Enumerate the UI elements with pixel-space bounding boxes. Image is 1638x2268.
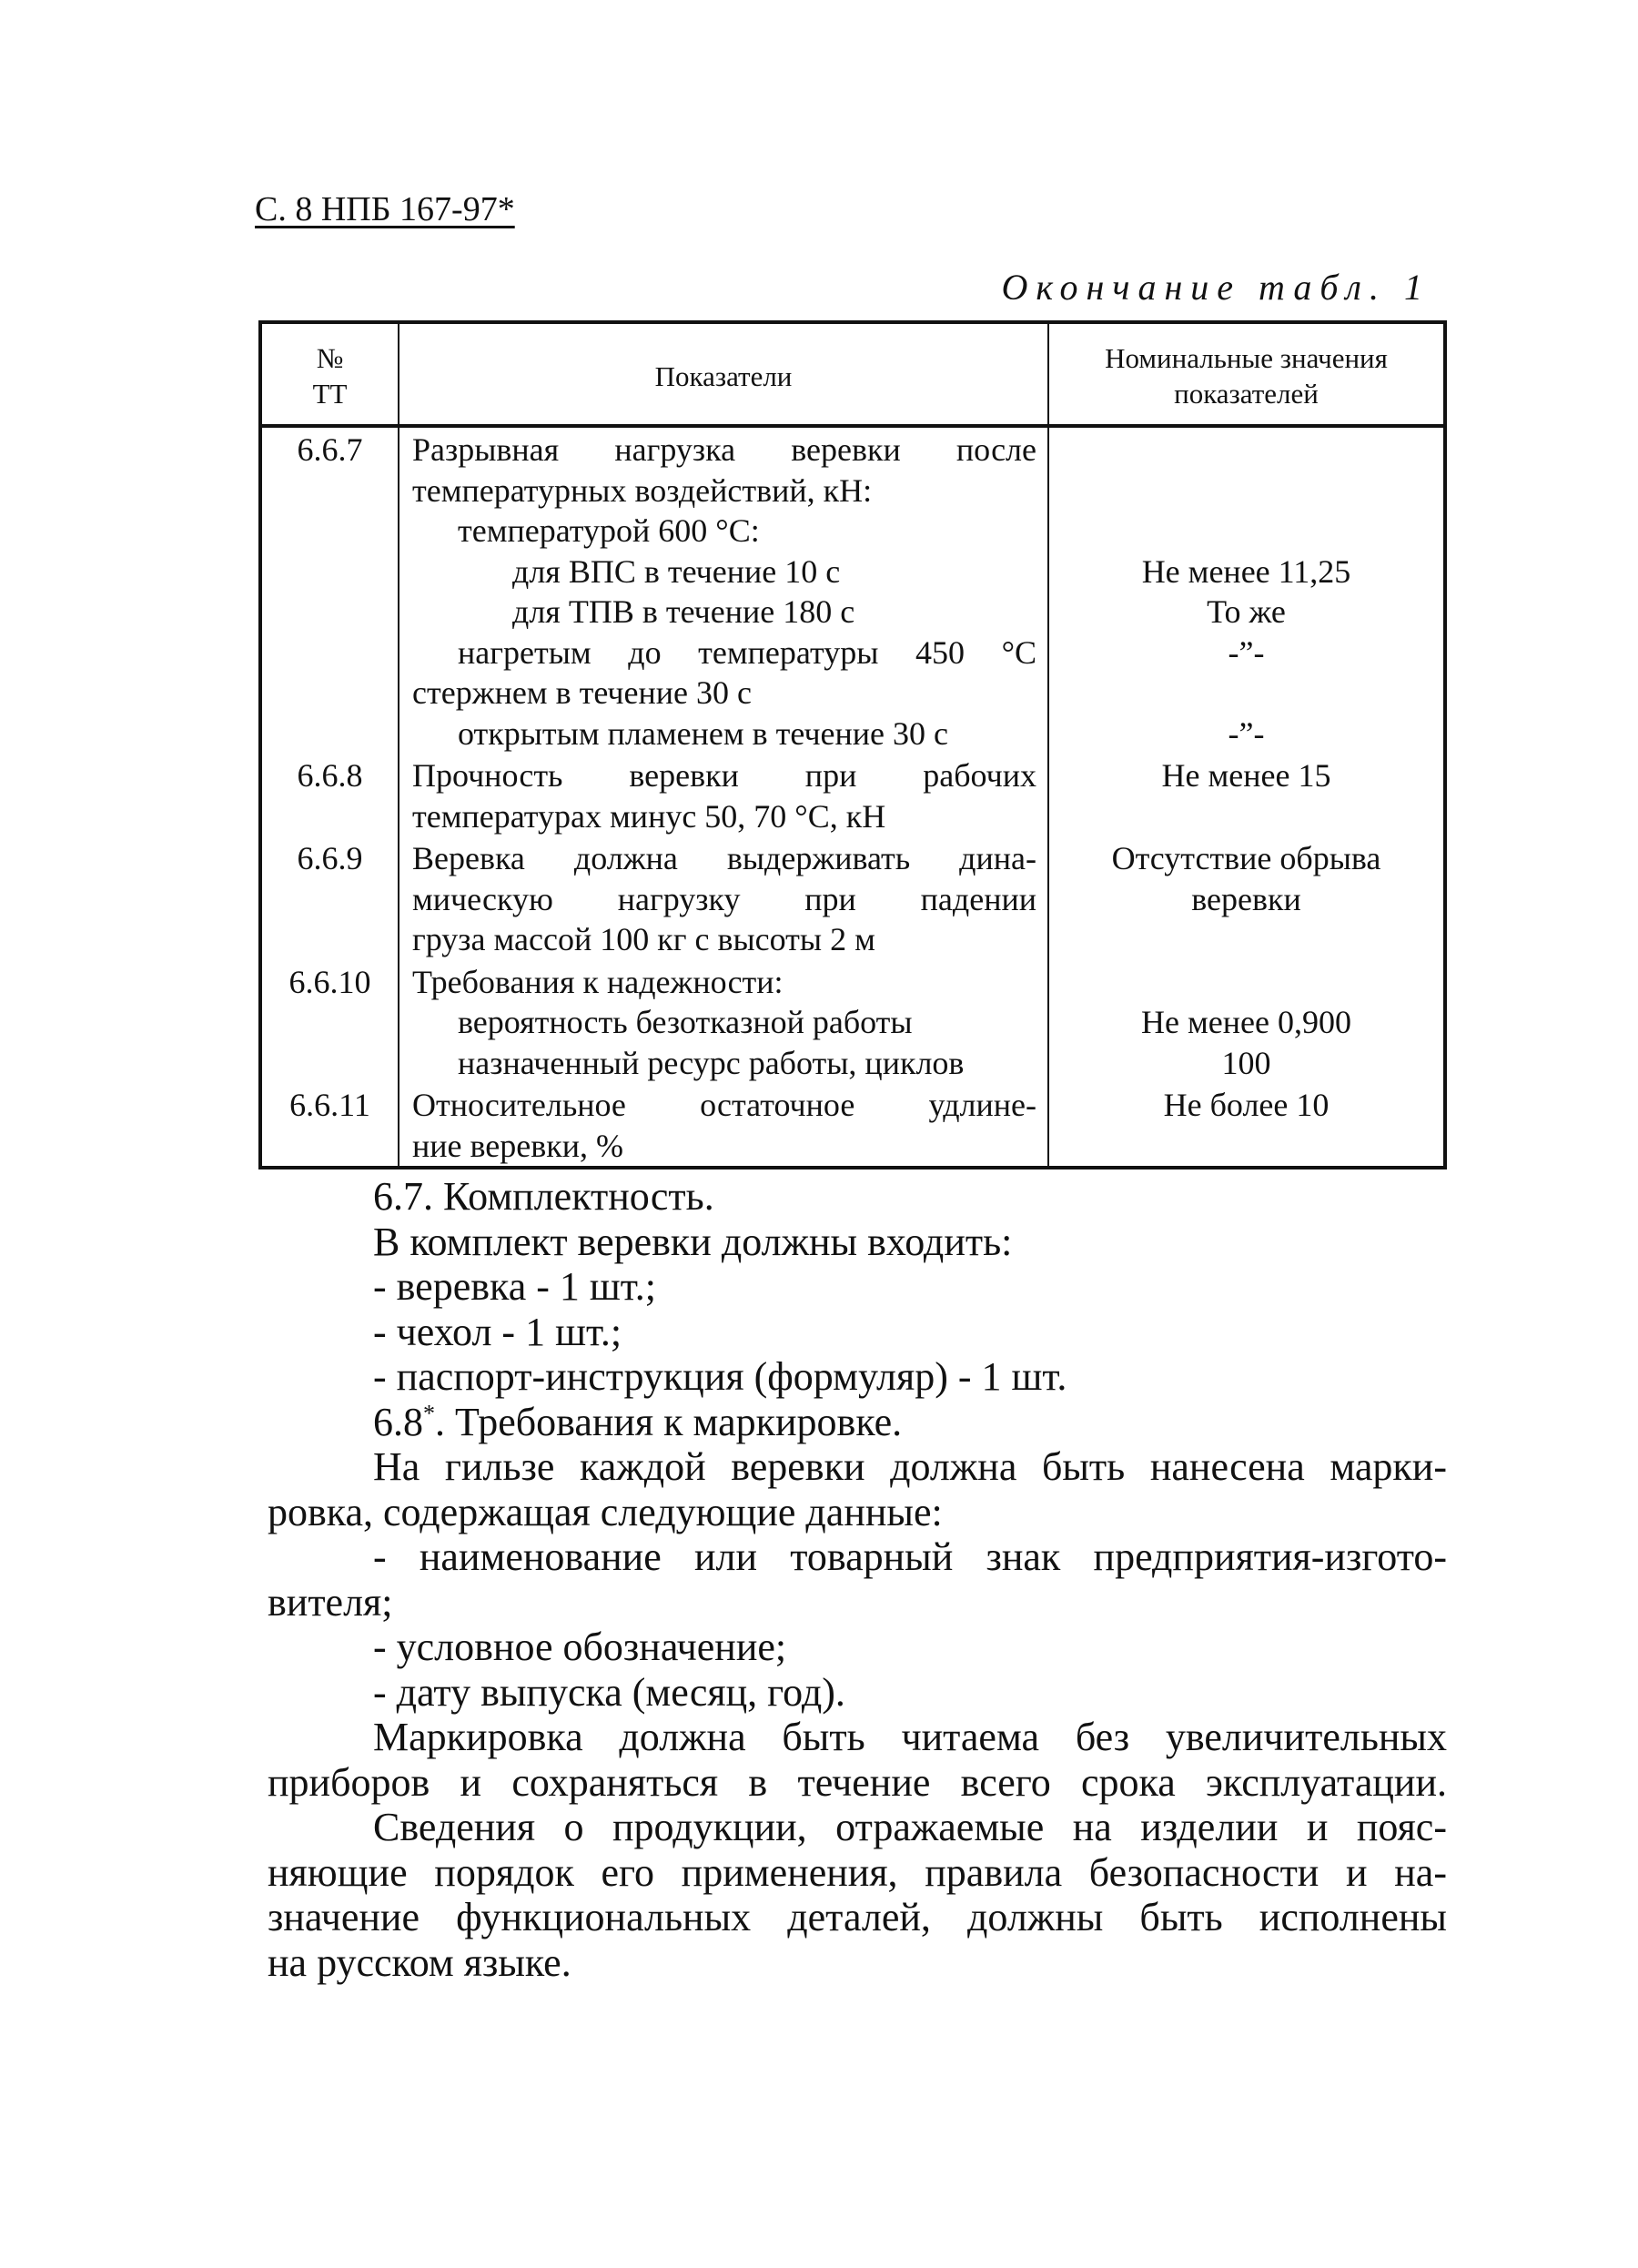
row-indicator: Требования к надежности: вероятность безотказной работы назначенный ресурс работы, циклов <box>399 960 1048 1084</box>
row-number: 6.6.11 <box>289 1087 370 1123</box>
row-indicator: Веревка должна выдерживать дина- мическую нагрузку при падении груза массой 100 кг с высоты 2 м <box>399 836 1048 960</box>
table-caption: Окончание табл. 1 <box>1001 267 1431 308</box>
paragraph: На гильзе каждой веревки должна быть нанесена марки- <box>373 1444 1447 1489</box>
paragraph: значение функциональных деталей, должны быть исполнены <box>268 1895 1447 1939</box>
section-heading: 6.7. Комплектность. <box>373 1174 714 1219</box>
row-number: 6.6.10 <box>288 963 371 1000</box>
indicators-table <box>258 320 1447 1169</box>
row-number: 6.6.7 <box>297 431 363 468</box>
paragraph: Сведения о продукции, отражаемые на изделии и пояс- <box>373 1805 1447 1849</box>
paragraph: приборов и сохраняться в течение всего срока эксплуатации. <box>268 1759 1447 1805</box>
column-header-nominal-values: Номинальные значения показателей <box>1048 324 1443 426</box>
column-header-number: № ТТ <box>262 324 399 426</box>
row-number: 6.6.9 <box>297 840 363 876</box>
list-item: - веревка - 1 шт.; <box>373 1264 656 1309</box>
paragraph: Маркировка должна быть читаема без увеличительных <box>373 1715 1447 1759</box>
page-header: С. 8 НПБ 167-97* <box>255 190 515 228</box>
list-item: - паспорт-инструкция (формуляр) - 1 шт. <box>373 1354 1067 1399</box>
row-indicator: Относительное остаточное удлине- ние веревки, % <box>399 1083 1048 1166</box>
row-value: Отсутствие обрыва веревки <box>1048 836 1443 960</box>
row-value: Не более 10 <box>1048 1083 1443 1166</box>
paragraph: няющие порядок его применения, правила безопасности и на- <box>268 1849 1447 1895</box>
paragraph: ровка, содержащая следующие данные: <box>268 1489 943 1534</box>
table-row <box>262 754 1443 836</box>
row-indicator: Прочность веревки при рабочих температурах минус 50, 70 °С, кН <box>399 754 1048 836</box>
paragraph: на русском языке. <box>268 1939 571 1985</box>
paragraph: В комплект веревки должны входить: <box>373 1219 1013 1264</box>
list-item: - дату выпуска (месяц, год). <box>373 1669 845 1715</box>
body-text <box>268 1174 1447 1985</box>
list-item: - наименование или товарный знак предприятия-изгото- <box>373 1534 1447 1579</box>
column-header-indicators: Показатели <box>399 324 1048 426</box>
list-item: вителя; <box>268 1579 393 1625</box>
row-number: 6.6.8 <box>297 757 363 794</box>
table-row <box>262 960 1443 1084</box>
list-item: - чехол - 1 шт.; <box>373 1309 622 1354</box>
row-value: Не менее 11,25 То же -”- -”- <box>1048 426 1443 754</box>
table-row <box>262 1083 1443 1166</box>
list-item: - условное обозначение; <box>373 1625 787 1669</box>
row-value: Не менее 15 <box>1048 754 1443 836</box>
table-row <box>262 836 1443 960</box>
row-value: Не менее 0,900 100 <box>1048 960 1443 1084</box>
table-header-row <box>262 324 1443 426</box>
row-indicator: Разрывная нагрузка веревки после температурных воздействий, кН: температурой 600 °С: для ВПС в течение 10 с для ТПВ в течение 180 с нагретым до температуры 450 °С стержнем в течение 30 с открытым пламенем в течение 30 с <box>399 426 1048 754</box>
table-row <box>262 426 1443 754</box>
section-heading: 6.8*. Требования к маркировке. <box>373 1399 903 1444</box>
